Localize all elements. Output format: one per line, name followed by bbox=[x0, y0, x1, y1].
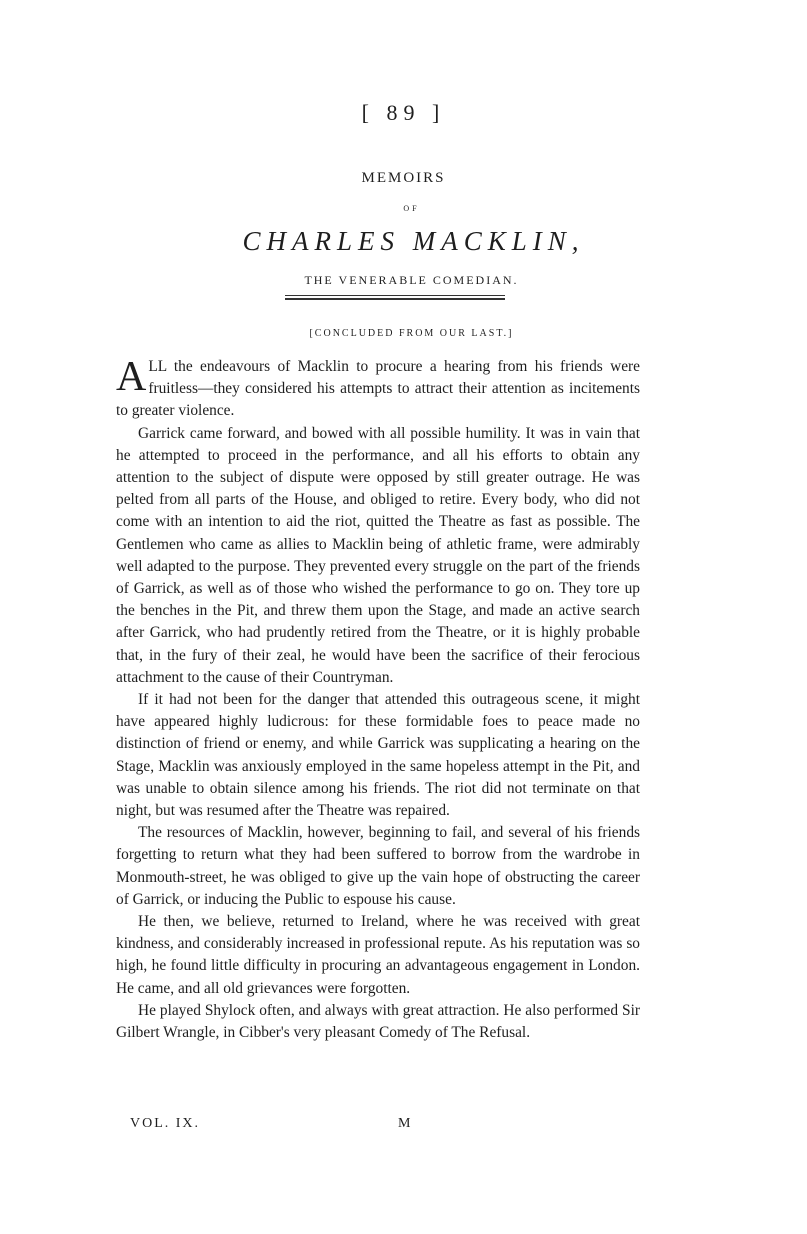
paragraph-4: The resources of Macklin, however, beginning to fail, and several of his friends forgetting to return what they had been suffered to borrow from the wardrobe in Monmouth-street, he was obliged to give up the vain hope of obstructing the career of Garrick, or inducing the Public to espouse his cause. bbox=[116, 824, 640, 908]
paragraph-6: He played Shylock often, and always with great attraction. He also performed Sir Gilbert Wrangle, in Cibber's very pleasant Comedy of The Refusal. bbox=[116, 1001, 640, 1042]
subject-subtitle: THE VENERABLE COMEDIAN. bbox=[304, 273, 519, 287]
drop-cap: A bbox=[116, 354, 147, 400]
page-number: [ 89 ] bbox=[361, 100, 446, 125]
article-body bbox=[116, 356, 640, 1044]
volume-label: VOL. IX. bbox=[130, 1116, 201, 1131]
paragraph-1-text: LL the endeavours of Macklin to procure a hearing from his friends were fruitless—they considered his attempts to attract their attention as incitements to greater violence. bbox=[116, 358, 640, 420]
continuation-note: [CONCLUDED FROM OUR LAST.] bbox=[309, 328, 514, 339]
paragraph-3: If it had not been for the danger that attended this outrageous scene, it might have appeared highly ludicrous: for these formidable foes to peace made no distinction of friend or enemy, and while Garrick was supplicating a hearing on the Stage, Macklin was anxiously employed in the same hopeless attempt in the Pit, and was unable to obtain silence among his friends. The riot did not terminate on that night, but was resumed after the Theatre was repaired. bbox=[116, 691, 640, 820]
paragraph-1 bbox=[116, 356, 640, 423]
paragraph-2: Garrick came forward, and bowed with all possible humility. It was in vain that he attempted to proceed in the performance, and all his efforts to obtain any attention to the subject of dispute were opposed by still greater outrage. He was pelted from all parts of the House, and obliged to retire. Every body, who did not come with an intention to aid the riot, quitted the Theatre as fast as possible. The Gentlemen who came as allies to Macklin being of athletic frame, were admirably well adapted to the purpose. They prevented every struggle on the part of the friends of Garrick, as well as of those who wished the performance to go on. They tore up the benches in the Pit, and threw them upon the Stage, and made an active search after Garrick, who had prudently retired from the Theatre, or it is highly probable that, in the fury of their zeal, he would have been the sacrifice of their ferocious attachment to the cause of their Countryman. bbox=[116, 424, 640, 686]
signature-mark: M bbox=[398, 1116, 413, 1131]
title-divider bbox=[285, 295, 505, 296]
article-title: MEMOIRS bbox=[361, 170, 446, 186]
title-of: OF bbox=[403, 204, 420, 213]
subject-name: CHARLES MACKLIN, bbox=[242, 226, 585, 256]
paragraph-5: He then, we believe, returned to Ireland, where he was received with great kindness, and considerably increased in professional repute. As his reputation was so high, he found little difficulty in procuring an advantageous engagement in London. He came, and all old grievances were forgotten. bbox=[116, 913, 640, 997]
title-divider-thick bbox=[285, 298, 505, 300]
